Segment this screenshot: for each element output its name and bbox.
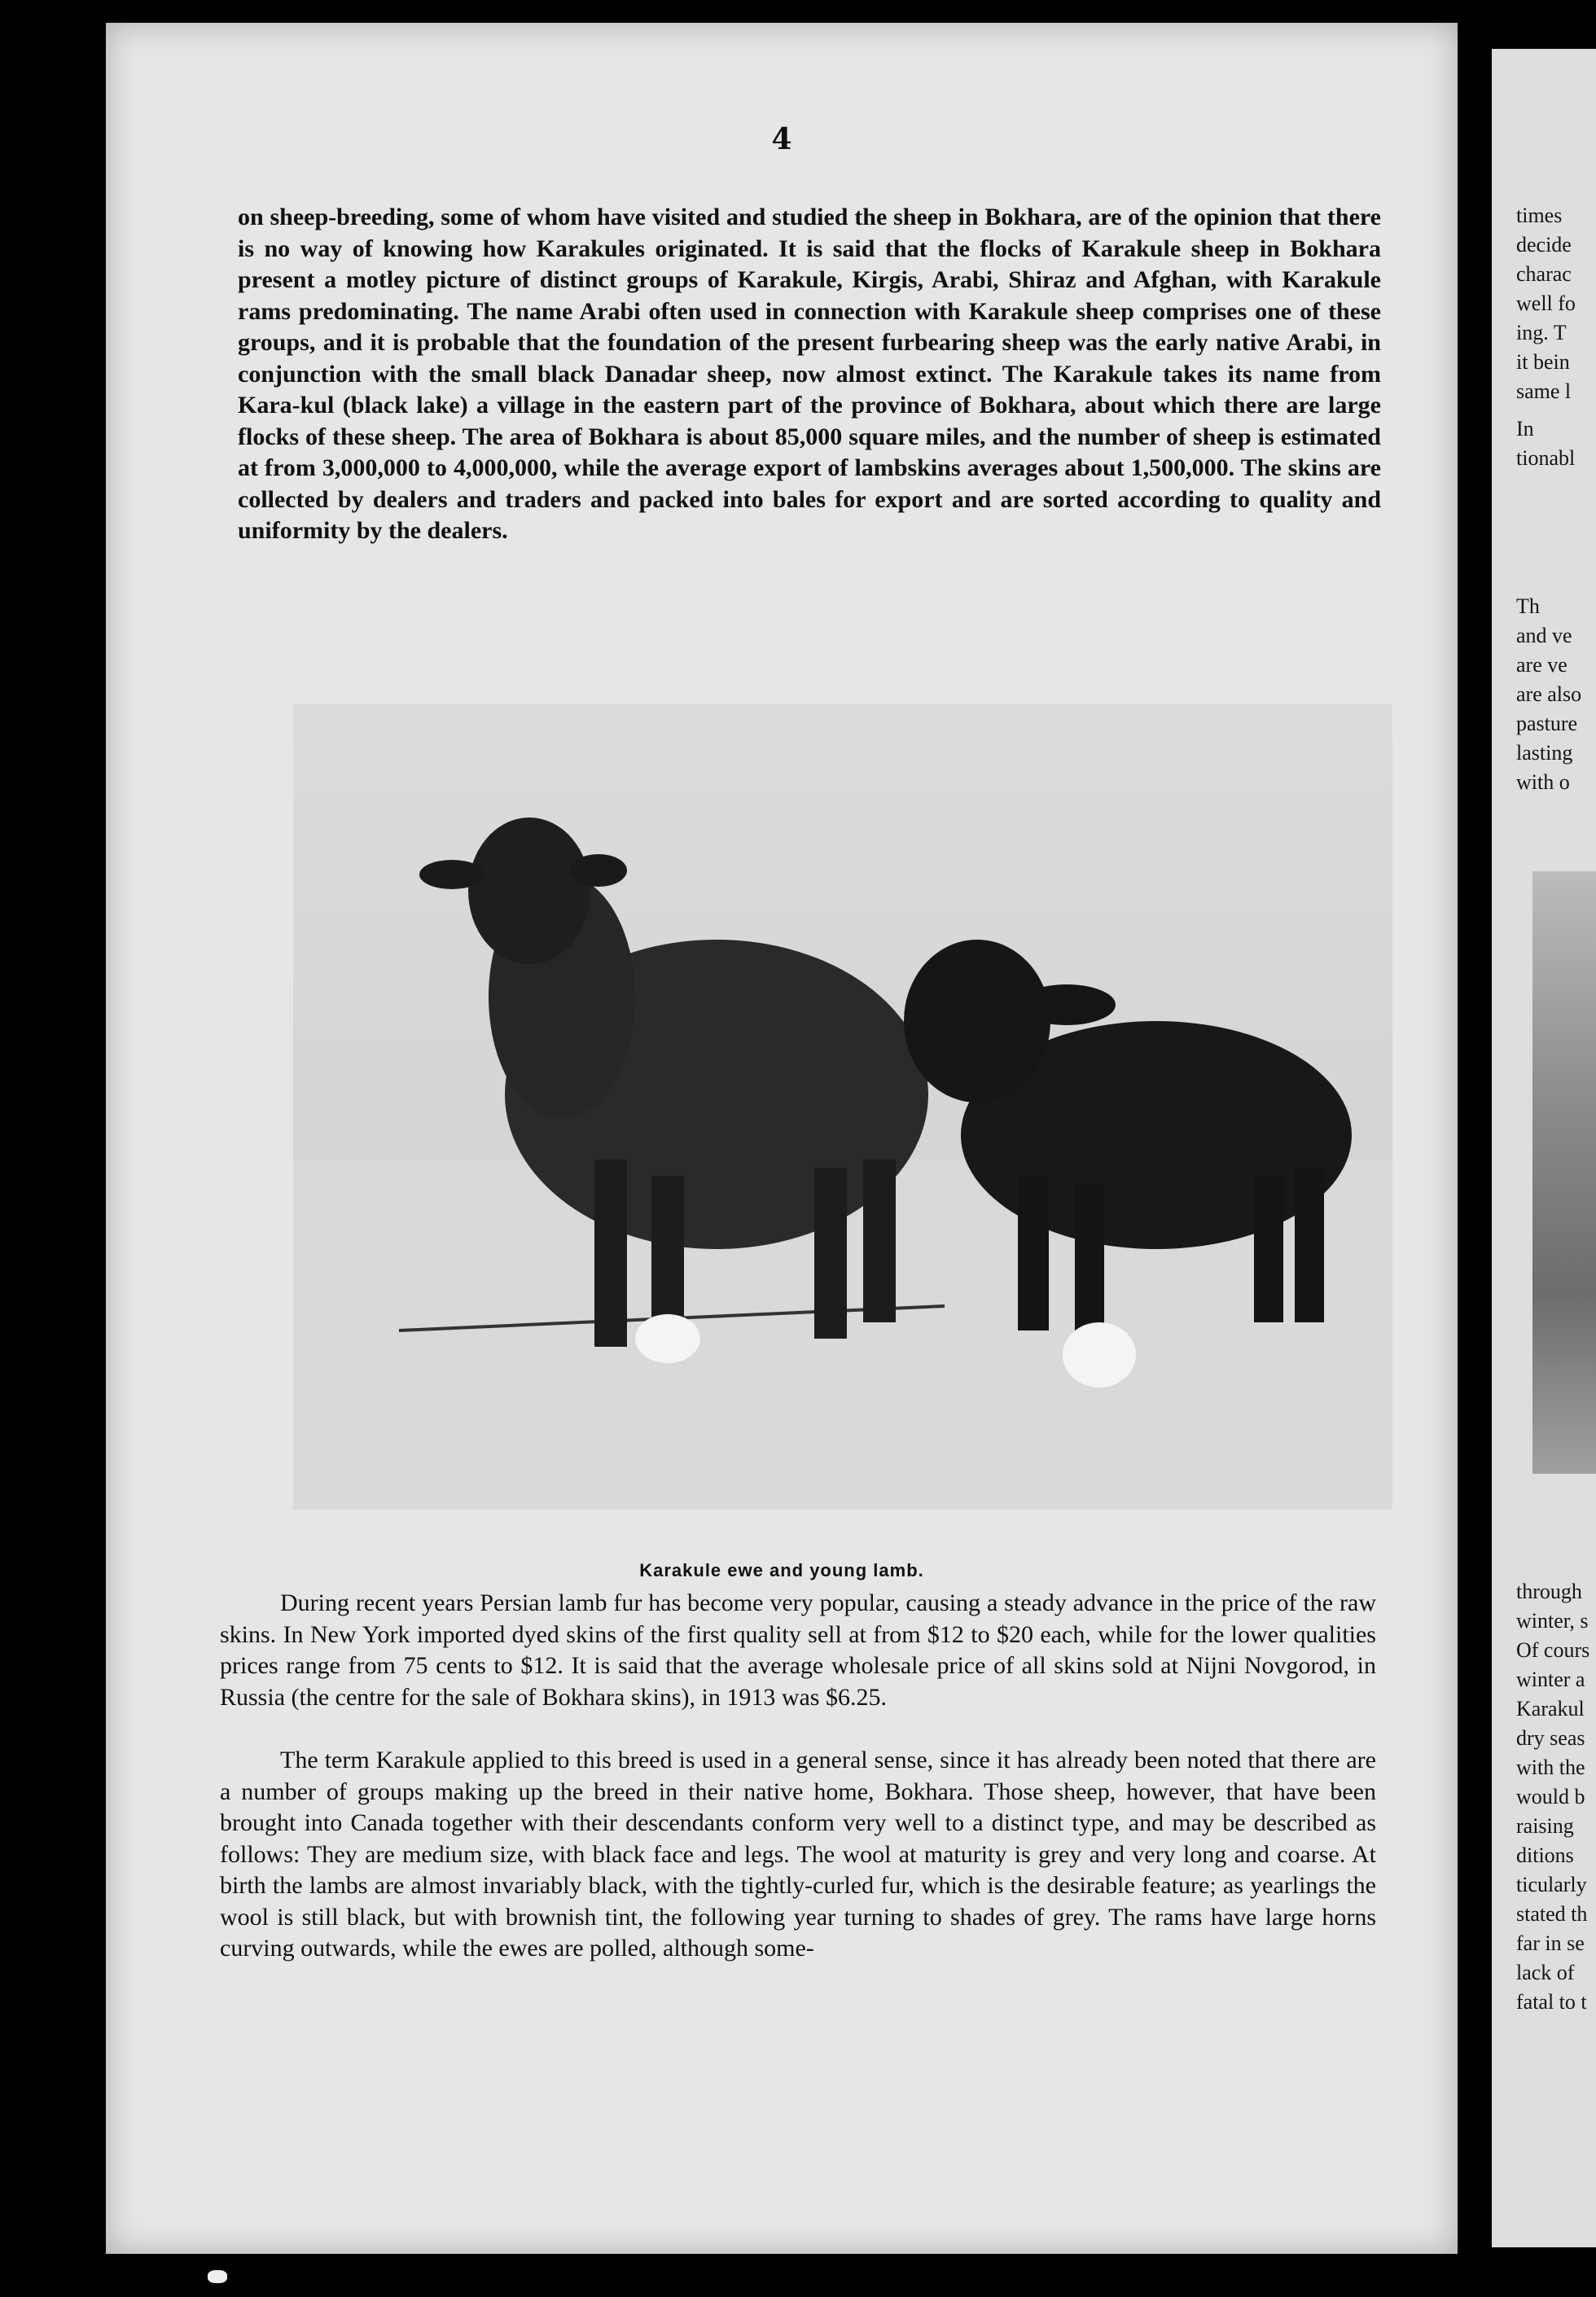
paragraph-mid: During recent years Persian lamb fur has become very popular, causing a steady advance in the price of the raw skins. In New York imported dyed skins of the first quality sell at from $12 to $20 each, while for the lower qualities prices range from 75 cents to $12. It is said that the average wholesale price of all skins sold at Nijni Novgorod, in Russia (the centre for the sale of Bokhara skins), in 1913 was $6.25. bbox=[220, 1589, 1376, 1711]
next-page-line: would b bbox=[1516, 1785, 1585, 1808]
next-page-line: Th bbox=[1516, 594, 1540, 618]
next-page-line: ditions bbox=[1516, 1843, 1574, 1867]
next-page-line: dry seas bbox=[1516, 1726, 1585, 1750]
next-page-line: same l bbox=[1516, 379, 1572, 403]
next-page-line: fatal to t bbox=[1516, 1990, 1587, 2014]
sheep-photo bbox=[293, 704, 1392, 1510]
next-page-line: and ve bbox=[1516, 624, 1572, 647]
figure-caption: Karakule ewe and young lamb. bbox=[639, 1560, 924, 1580]
adjacent-page-fragment bbox=[1492, 49, 1596, 2247]
next-page-line: with the bbox=[1516, 1756, 1585, 1779]
next-page-line: lasting bbox=[1516, 741, 1573, 765]
next-page-line: ticularly bbox=[1516, 1873, 1587, 1896]
next-page-line: charac bbox=[1516, 262, 1572, 286]
next-page-line: stated th bbox=[1516, 1902, 1588, 1926]
next-page-line: winter a bbox=[1516, 1668, 1585, 1691]
next-page-line: winter, s bbox=[1516, 1609, 1589, 1633]
next-page-line: pasture bbox=[1516, 712, 1578, 735]
adjacent-page-photo bbox=[1532, 871, 1596, 1474]
paragraph-low: The term Karakule applied to this breed is used in a general sense, since it has already been noted that there are a number of groups making up the breed in their native home, Bokhara. Those sheep, however, that have been brought into Canada together with their descendants conform very well to a distinct type, and may be described as follows: They are medium size, with black face and legs. The wool at maturity is grey and very long and coarse. At birth the lambs are almost invariably black, with the tightly-curled fur, which is the desirable feature; as yearlings the wool is still black, but with brownish tint, the following year turning to shades of grey. The rams have large horns curving outwards, while the ewes are polled, although some- bbox=[220, 1747, 1376, 1962]
next-page-line: are ve bbox=[1516, 653, 1568, 677]
next-page-line: lack of bbox=[1516, 1961, 1575, 1984]
next-page-line: through bbox=[1516, 1580, 1582, 1603]
next-page-line: tionabl bbox=[1516, 446, 1576, 470]
next-page-line: Of cours bbox=[1516, 1638, 1590, 1662]
next-page-line: ing. T bbox=[1516, 321, 1567, 344]
page-number: 4 bbox=[771, 122, 792, 156]
book-page bbox=[106, 23, 1458, 2254]
next-page-line: raising bbox=[1516, 1814, 1574, 1838]
next-page-line: are also bbox=[1516, 682, 1582, 706]
next-page-line: it bein bbox=[1516, 350, 1570, 374]
next-page-line: with o bbox=[1516, 770, 1570, 794]
next-page-line: decide bbox=[1516, 233, 1572, 256]
next-page-line: far in se bbox=[1516, 1931, 1585, 1955]
next-page-line: times bbox=[1516, 204, 1563, 227]
next-page-line: In bbox=[1516, 417, 1534, 441]
scan-artifact bbox=[208, 2270, 227, 2283]
sheep-illustration bbox=[293, 704, 1392, 1510]
next-page-line: Karakul bbox=[1516, 1697, 1585, 1721]
next-page-line: well fo bbox=[1516, 292, 1576, 315]
paragraph-top: on sheep-breeding, some of whom have visited and studied the sheep in Bokhara, are of the opinion that there is no way of knowing how Karakules originated. It is said that the flocks of Karakule sheep in Bokhara present a motley picture of distinct groups of Karakule, Kirgis, Arabi, Shiraz and Afghan, with Karakule rams predominating. The name Arabi often used in connection with Karakule sheep comprises one of these groups, and it is probable that the foundation of the present furbearing sheep was the early native Arabi, in conjunction with the small black Danadar sheep, now almost extinct. The Karakule takes its name from Kara-kul (black lake) a village in the eastern part of the province of Bokhara, about which there are large flocks of these sheep. The area of Bokhara is about 85,000 square miles, and the number of sheep is estimated at from 3,000,000 to 4,000,000, while the average export of lambskins averages about 1,500,000. The skins are collected by dealers and traders and packed into bales for export and are sorted according to quality and uniformity by the dealers. bbox=[238, 204, 1381, 544]
